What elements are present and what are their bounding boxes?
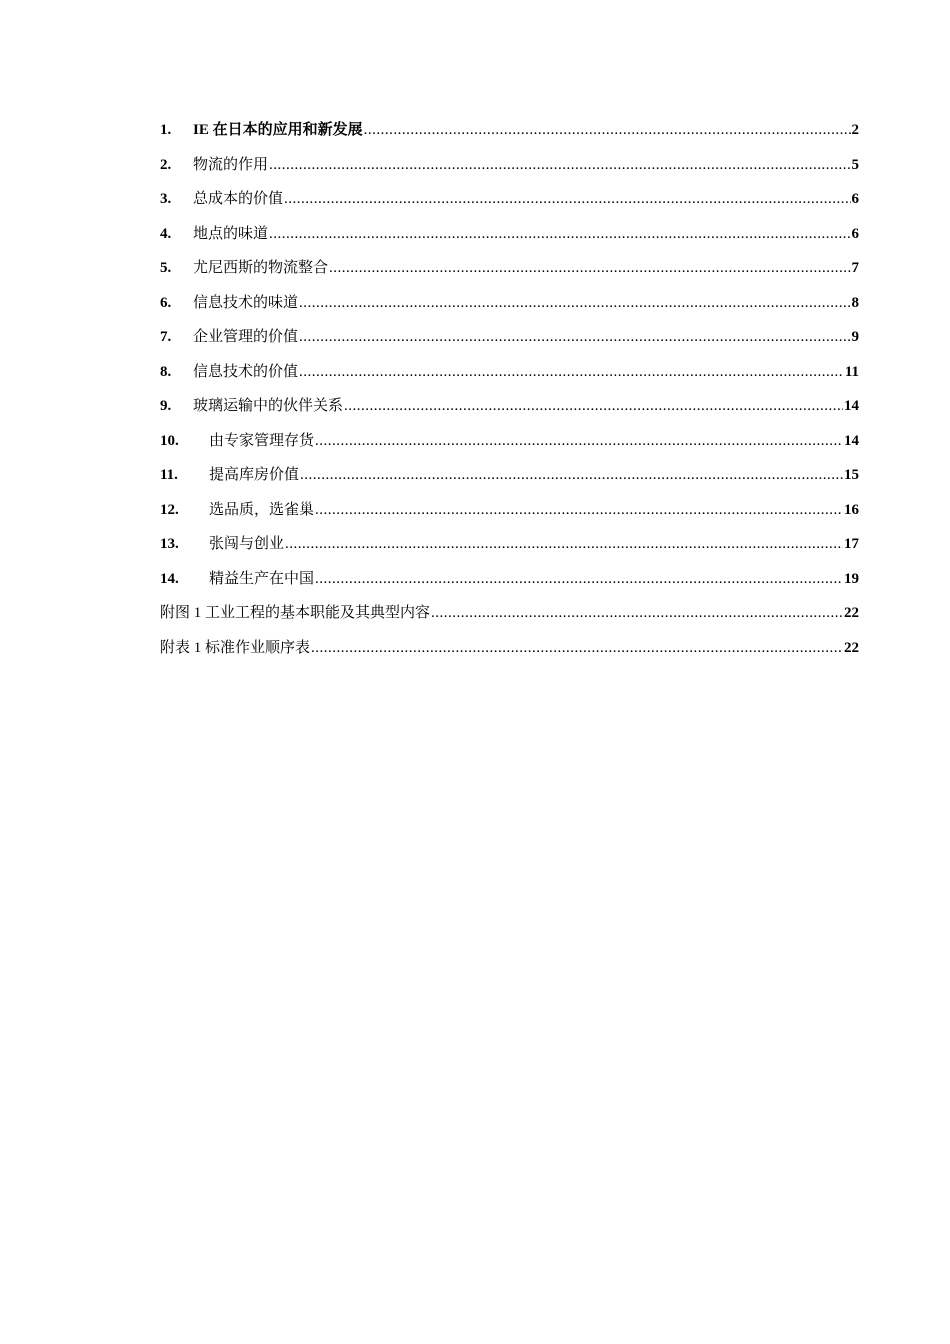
toc-title: 信息技术的味道 (193, 294, 299, 311)
toc-number: 10. (160, 432, 179, 449)
dot-leader (269, 157, 850, 174)
dot-leader (431, 605, 843, 622)
dot-leader (329, 260, 850, 277)
toc-number: 2. (160, 156, 172, 173)
toc-entry-5[interactable] (160, 256, 859, 291)
toc-entry-10[interactable] (160, 429, 859, 464)
toc-page-number: 5 (851, 156, 859, 173)
toc-page-number: 19 (844, 570, 859, 587)
toc-title: 附表 1 标准作业顺序表 (160, 639, 311, 656)
dot-leader (299, 295, 850, 312)
toc-number: 9. (160, 398, 172, 414)
toc-appendix-figure-1[interactable] (160, 601, 859, 636)
dot-leader (284, 191, 850, 208)
toc-number: 6. (160, 294, 172, 311)
dot-leader (299, 364, 844, 381)
toc-page-number: 9 (851, 329, 859, 345)
toc-title: 总成本的价值 (193, 191, 284, 207)
toc-page-number: 22 (844, 639, 859, 656)
toc-title: 尤尼西斯的物流整合 (193, 260, 329, 276)
toc-page-number: 22 (844, 605, 859, 621)
toc-entry-11[interactable] (160, 463, 859, 498)
toc-appendix-table-1[interactable] (160, 636, 859, 671)
dot-leader (269, 226, 850, 243)
toc-title: 地点的味道 (193, 225, 269, 242)
toc-title: 张闯与创业 (209, 536, 285, 552)
toc-entry-13[interactable] (160, 532, 859, 567)
dot-leader (315, 433, 843, 450)
toc-title: 信息技术的价值 (193, 363, 299, 380)
toc-number: 8. (160, 363, 172, 380)
toc-number: 7. (160, 329, 172, 345)
dot-leader (364, 122, 851, 139)
toc-title: 精益生产在中国 (209, 570, 315, 587)
dot-leader (285, 536, 843, 553)
toc-title: 由专家管理存货 (209, 432, 315, 449)
toc-title: 企业管理的价值 (193, 329, 299, 345)
dot-leader (311, 640, 843, 657)
dot-leader (315, 571, 843, 588)
dot-leader (299, 329, 850, 346)
toc-entry-4[interactable] (160, 222, 859, 257)
toc-entry-1[interactable] (160, 118, 859, 153)
toc-page-number: 14 (844, 432, 859, 449)
table-of-contents (160, 118, 859, 670)
dot-leader (300, 467, 843, 484)
toc-number: 14. (160, 570, 179, 587)
toc-number: 5. (160, 260, 172, 276)
toc-title: 玻璃运输中的伙伴关系 (193, 398, 344, 414)
toc-title: 附图 1 工业工程的基本职能及其典型内容 (160, 605, 431, 621)
toc-page-number: 11 (844, 363, 859, 380)
toc-number: 3. (160, 191, 172, 207)
dot-leader (344, 398, 843, 415)
toc-entry-6[interactable] (160, 291, 859, 326)
toc-title: 选品质，选雀巢 (209, 501, 315, 518)
toc-page-number: 7 (851, 260, 859, 276)
toc-page-number: 6 (851, 225, 859, 242)
toc-page-number: 14 (844, 398, 859, 414)
toc-page-number: 8 (851, 294, 859, 311)
toc-title: IE 在日本的应用和新发展 (193, 122, 363, 138)
toc-page-number: 17 (844, 536, 859, 552)
toc-entry-12[interactable] (160, 498, 859, 533)
toc-number: 4. (160, 225, 172, 242)
toc-entry-9[interactable] (160, 394, 859, 429)
toc-entry-7[interactable] (160, 325, 859, 360)
toc-title: 物流的作用 (193, 156, 269, 173)
toc-number: 1. (160, 122, 172, 138)
toc-page-number: 2 (851, 122, 859, 138)
toc-entry-14[interactable] (160, 567, 859, 602)
dot-leader (315, 502, 843, 519)
toc-number: 13. (160, 536, 179, 552)
toc-number: 11. (160, 467, 178, 483)
toc-page-number: 15 (844, 467, 859, 483)
toc-page-number: 16 (844, 501, 859, 518)
toc-number: 12. (160, 501, 179, 518)
toc-title: 提高库房价值 (209, 467, 300, 483)
toc-entry-3[interactable] (160, 187, 859, 222)
toc-page-number: 6 (851, 191, 859, 207)
toc-entry-8[interactable] (160, 360, 859, 395)
toc-entry-2[interactable] (160, 153, 859, 188)
